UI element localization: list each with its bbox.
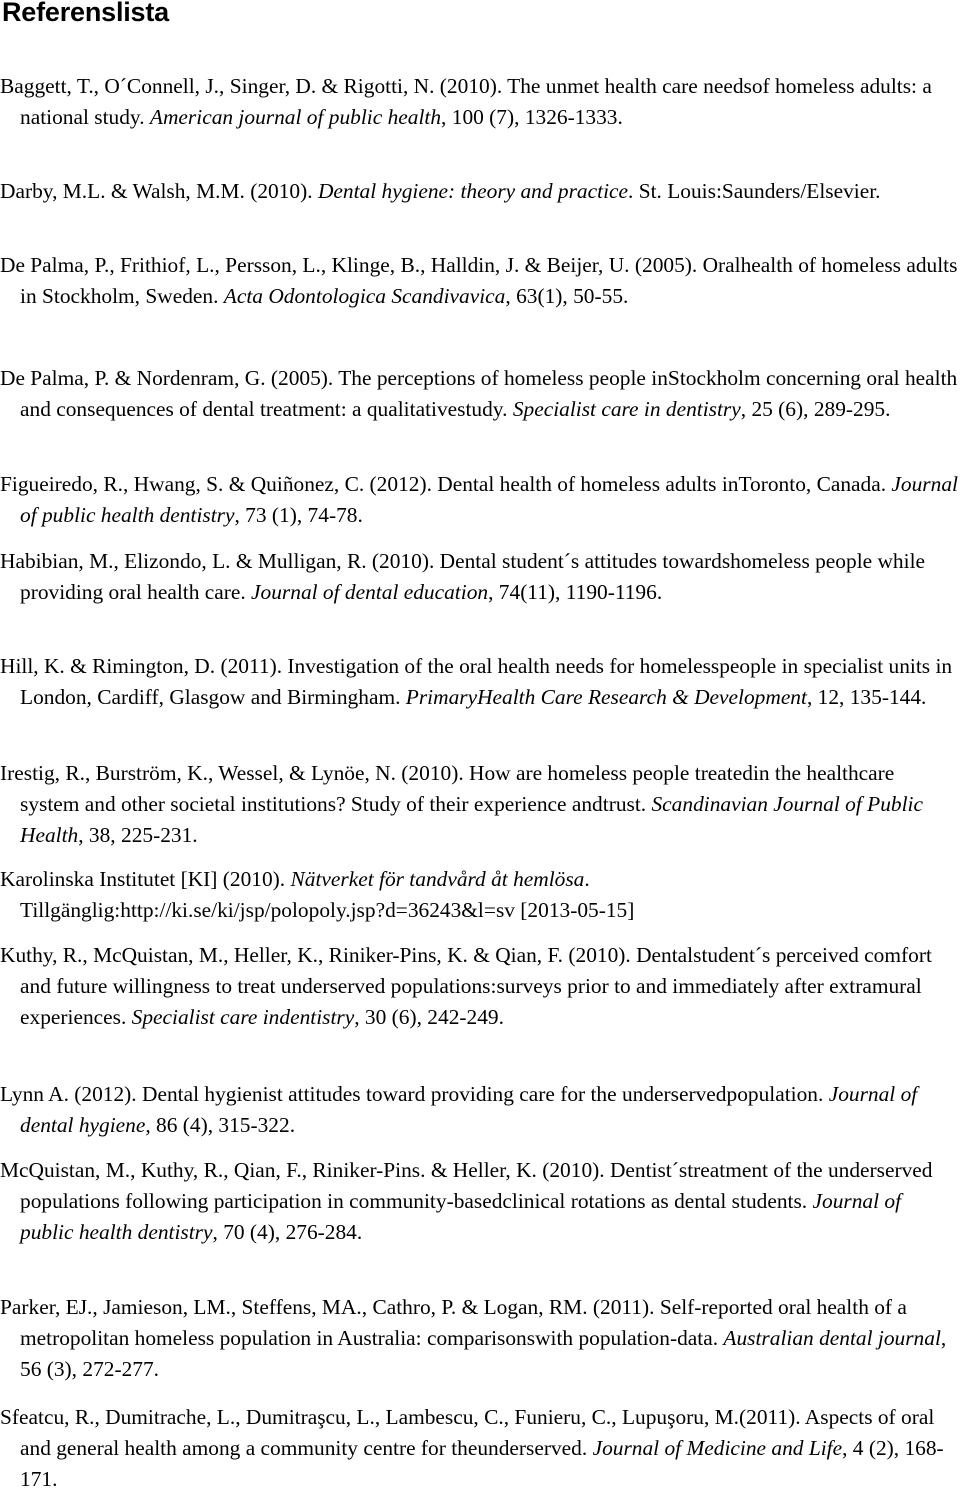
- reference-text: , 25 (6), 289-295.: [740, 397, 891, 421]
- reference-text: treatment of the underserved populations following participation in community-based: [20, 1158, 933, 1213]
- reference-text: people in specialist units in London, Cardiff, Glasgow and Birmingham.: [20, 654, 953, 709]
- reference-title-italic: Nätverket för tandvård åt hemlösa: [290, 867, 585, 891]
- reference-line: [0, 253, 741, 277]
- reference-entry: [0, 250, 958, 312]
- reference-text: clinical rotations as dental students.: [502, 1189, 813, 1213]
- reference-text: (2011). Aspects of oral and general health among a community centre for the: [20, 1405, 935, 1460]
- reference-text: , 12, 135-144.: [806, 685, 927, 709]
- reference-text: Lynn A. (2012). Dental hygienist attitudes toward providing care for the underserved: [0, 1082, 727, 1106]
- reference-text: student´s perceived comfort and future willingness to treat underserved populations:: [20, 943, 932, 998]
- reference-line: [0, 1158, 687, 1182]
- reference-title-italic: Journal of dental hygiene: [20, 1082, 918, 1137]
- reference-text: Stockholm concerning oral health and consequences of dental treatment: a qualitative: [20, 366, 958, 421]
- reference-text: De Palma, P., Frithiof, L., Persson, L., Klinge, B., Halldin, J. & Beijer, U. (2005). Oral: [0, 253, 741, 277]
- reference-text: Hill, K. & Rimington, D. (2011). Investigation of the oral health needs for homeless: [0, 654, 720, 678]
- reference-title-italic: Journal of public health dentistry: [20, 472, 958, 527]
- reference-text: (1), 50-55.: [537, 284, 629, 308]
- reference-text: Kuthy, R., McQuistan, M., Heller, K., Riniker-Pins, K. & Qian, F. (2010). Dental: [0, 943, 694, 967]
- reference-line: [0, 1082, 727, 1106]
- reference-text: . Tillgänglig:: [20, 867, 590, 922]
- reference-text: , 70 (4), 276-: [212, 1220, 325, 1244]
- reference-text: 1333.: [574, 105, 623, 129]
- reference-text: , 38, 225-231.: [78, 823, 198, 847]
- reference-title-italic: Primary: [405, 685, 478, 709]
- reference-entry: [0, 1292, 958, 1385]
- reference-line: [722, 179, 881, 203]
- reference-title-italic: Scandinavian Journal of Public Health: [20, 792, 923, 847]
- reference-text: Darby, M.L. & Walsh, M.M. (2010).: [0, 179, 318, 203]
- reference-title-italic: American journal of public health: [149, 105, 442, 129]
- reference-text: Figueiredo, R., Hwang, S. & Quiñonez, C. (2012). Dental health of homeless adults in: [0, 472, 739, 496]
- reference-entry: [0, 469, 958, 531]
- reference-text: , 63: [505, 284, 538, 308]
- reference-line: [0, 1295, 701, 1319]
- reference-text: homeless people while providing oral health care.: [20, 549, 926, 604]
- reference-text: McQuistan, M., Kuthy, R., Qian, F., Riniker-Pins. & Heller, K. (2010). Dentist´s: [0, 1158, 688, 1182]
- reference-text: Karolinska Institutet [KI] (2010).: [0, 867, 291, 891]
- reference-text: reported oral health of a metropolitan homeless population in Australia: comparisons: [20, 1295, 907, 1350]
- reference-text: Sfeatcu, R., Dumitrache, L., Dumitraşcu, L., Lambescu, C., Funieru, C., Lupuşoru, M.: [0, 1405, 740, 1429]
- reference-text: 284.: [324, 1220, 363, 1244]
- reference-line: [0, 654, 719, 678]
- reference-text: , 86 (4), 315-322.: [145, 1113, 296, 1137]
- reference-line: [477, 685, 926, 709]
- reference-text: study.: [457, 397, 513, 421]
- reference-text: Saunders/Elsevier.: [721, 179, 881, 203]
- reference-line: [120, 898, 634, 922]
- reference-title-italic: Acta Odontologica Scandivavica: [223, 284, 506, 308]
- reference-text: population.: [726, 1082, 829, 1106]
- reference-line: [0, 549, 730, 573]
- reference-text: . St. Louis:: [628, 179, 722, 203]
- reference-text: Irestig, R., Burström, K., Wessel, & Lynöe, N. (2010). How are homeless people treated: [0, 761, 753, 785]
- reference-entry: [0, 71, 958, 133]
- reference-line: [0, 761, 753, 785]
- reference-title-italic: Australian dental journal: [723, 1326, 941, 1350]
- reference-text: underserved.: [477, 1436, 593, 1460]
- reference-title-italic: Journal of Medicine and Life: [592, 1436, 843, 1460]
- reference-text: , 73 (1), 74-78.: [234, 503, 363, 527]
- reference-text: Parker, EJ., Jamieson, LM., Steffens, MA., Cathro, P. & Logan, RM. (2011). Self-: [0, 1295, 702, 1319]
- reference-title-italic: Journal of dental education: [251, 580, 489, 604]
- reference-text: , 100 (7), 1326-: [441, 105, 575, 129]
- reference-entry: [0, 1402, 958, 1495]
- reference-text: Baggett, T., O´Connell, J., Singer, D. & Rigotti, N. (2010). The unmet health care needs: [0, 74, 752, 98]
- reference-entry: [0, 651, 958, 713]
- reference-text: , 56 (3), 272-277.: [20, 1326, 947, 1381]
- reference-entry: [0, 758, 958, 851]
- page-title: Referenslista: [2, 0, 169, 27]
- reference-text: trust.: [602, 792, 652, 816]
- reference-text: http://ki.se/ki/jsp/polopoly.jsp?d=36243&l=sv [2013-05-15]: [120, 898, 635, 922]
- reference-entry: [0, 940, 958, 1033]
- reference-line: [279, 1005, 504, 1029]
- reference-text: De Palma, P. & Nordenram, G. (2005). The perceptions of homeless people in: [0, 366, 668, 390]
- reference-line: [0, 179, 722, 203]
- reference-title-italic: Specialist care in: [131, 1005, 280, 1029]
- reference-title-italic: dentistry: [279, 1005, 355, 1029]
- reference-entry: [0, 546, 958, 608]
- reference-line: [0, 74, 752, 98]
- reference-text: , 4 (2), 168-171.: [20, 1436, 944, 1491]
- reference-entry: [0, 176, 958, 207]
- reference-text: health of homeless adults in Stockholm, Sweden.: [20, 253, 958, 308]
- reference-entry: [0, 1079, 958, 1141]
- reference-line: [0, 366, 668, 390]
- reference-text: (11), 1190-1196.: [520, 580, 663, 604]
- reference-line: [0, 1405, 739, 1429]
- reference-line: [457, 397, 890, 421]
- reference-line: [0, 472, 738, 496]
- reference-title-italic: Specialist care in dentistry: [512, 397, 741, 421]
- reference-text: Habibian, M., Elizondo, L. & Mulligan, R. (2010). Dental student´s attitudes towards: [0, 549, 731, 573]
- reference-entry: [0, 1155, 958, 1248]
- reference-line: [325, 1220, 362, 1244]
- reference-line: [0, 943, 693, 967]
- reference-entry: [0, 363, 958, 425]
- reference-line: [537, 284, 628, 308]
- reference-text: , 30 (6), 242-249.: [354, 1005, 504, 1029]
- reference-text: surveys prior to and immediately after extramural experiences.: [20, 974, 922, 1029]
- reference-entry: [0, 864, 958, 926]
- reference-text: of homeless adults: a national study.: [20, 74, 932, 129]
- reference-text: Toronto, Canada.: [738, 472, 892, 496]
- reference-text: with population-data.: [535, 1326, 724, 1350]
- reference-line: [575, 105, 623, 129]
- reference-line: [520, 580, 662, 604]
- reference-title-italic: Health Care Research & Development: [477, 685, 807, 709]
- reference-text: in the healthcare system and other societal institutions? Study of their experience and: [20, 761, 895, 816]
- reference-title-italic: Journal of public health dentistry: [20, 1189, 902, 1244]
- reference-text: , 74: [488, 580, 521, 604]
- reference-title-italic: Dental hygiene: theory and practice: [317, 179, 628, 203]
